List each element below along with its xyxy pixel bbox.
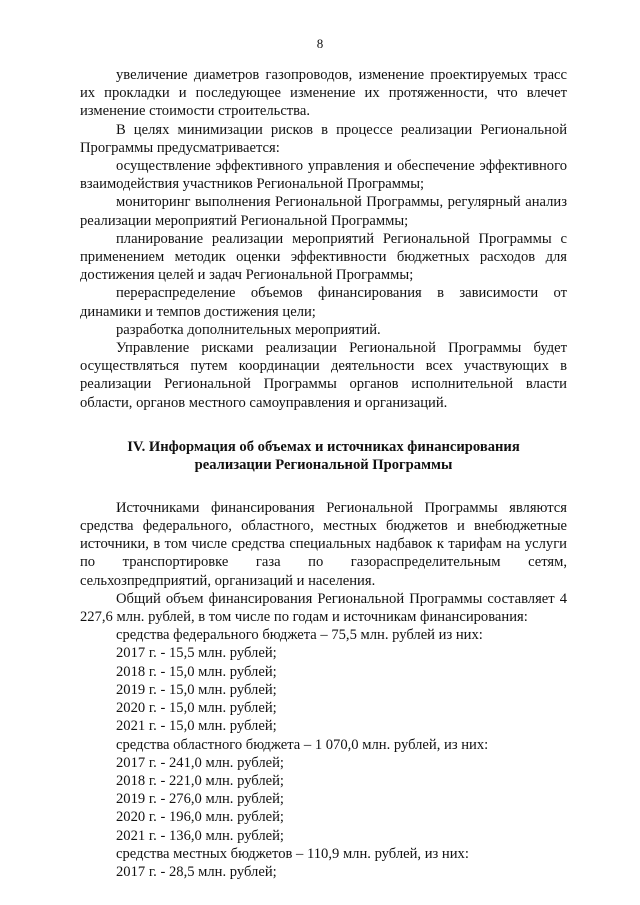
paragraph-funding-sources: Источниками финансирования Региональной Программы являются средства федерального, областного, местных бюджетов и внебюджетные источники, в том числе средства специальных надбавок к тарифам на услуги по транспортировке газа по газораспределительным сетям, сельхозпредприятий, организаций и населения. [80, 499, 567, 589]
paragraph-risk-management: Управление рисками реализации Региональной Программы будет осуществляться путем координации деятельности всех участвующих в реализации Региональной Программы органов исполнительной власти области, органов местного самоуправления и организаций. [80, 340, 567, 411]
section-heading [80, 438, 567, 475]
funding-line: 2018 г. - 221,0 млн. рублей; [116, 772, 284, 789]
paragraph-monitoring: мониторинг выполнения Региональной Программы, регулярный анализ реализации мероприятий Региональной Программы; [80, 194, 567, 229]
funding-line: 2020 г. - 196,0 млн. рублей; [116, 809, 284, 826]
section-heading-line-1: IV. Информация об объемах и источниках финансирования [127, 438, 520, 455]
paragraph-redistribution: перераспределение объемов финансирования в зависимости от динамики и темпов достижения цели; [80, 285, 567, 320]
funding-line: 2017 г. - 15,5 млн. рублей; [116, 645, 277, 662]
funding-line: 2021 г. - 15,0 млн. рублей; [116, 718, 277, 735]
paragraph-planning: планирование реализации мероприятий Региональной Программы с применением методик оценки эффективности бюджетных расходов для достижения целей и задач Региональной Программы; [80, 230, 567, 284]
funding-line: средства местных бюджетов – 110,9 млн. рублей, из них: [116, 845, 469, 862]
paragraph-total-funding: Общий объем финансирования Региональной Программы составляет 4 227,6 млн. рублей, в том числе по годам и источникам финансирования: [80, 590, 567, 626]
paragraph-effective-management: осуществление эффективного управления и обеспечение эффективного взаимодействия участников Региональной Программы; [80, 158, 567, 193]
paragraph-additional-measures: разработка дополнительных мероприятий. [116, 321, 381, 338]
paragraph-risk-minimization: В целях минимизации рисков в процессе реализации Региональной Программы предусматривается: [80, 121, 567, 156]
funding-line: 2017 г. - 241,0 млн. рублей; [116, 754, 284, 771]
funding-line: средства федерального бюджета – 75,5 млн. рублей из них: [116, 627, 483, 644]
funding-line: 2020 г. - 15,0 млн. рублей; [116, 700, 277, 717]
funding-line: 2019 г. - 15,0 млн. рублей; [116, 681, 277, 698]
funding-line: средства областного бюджета – 1 070,0 млн. рублей, из них: [116, 736, 489, 753]
page-number: 8 [316, 36, 324, 51]
funding-line: 2018 г. - 15,0 млн. рублей; [116, 663, 277, 680]
funding-line: 2019 г. - 276,0 млн. рублей; [116, 791, 284, 808]
funding-line: 2021 г. - 136,0 млн. рублей; [116, 827, 284, 844]
document-body [80, 66, 567, 881]
funding-line: 2017 г. - 28,5 млн. рублей; [116, 863, 277, 880]
section-heading-line-2: реализации Региональной Программы [194, 457, 453, 474]
paragraph-cost-risks: увеличение диаметров газопроводов, изменение проектируемых трасс их прокладки и последующее изменение их протяженности, что влечет изменение стоимости строительства. [80, 67, 567, 120]
